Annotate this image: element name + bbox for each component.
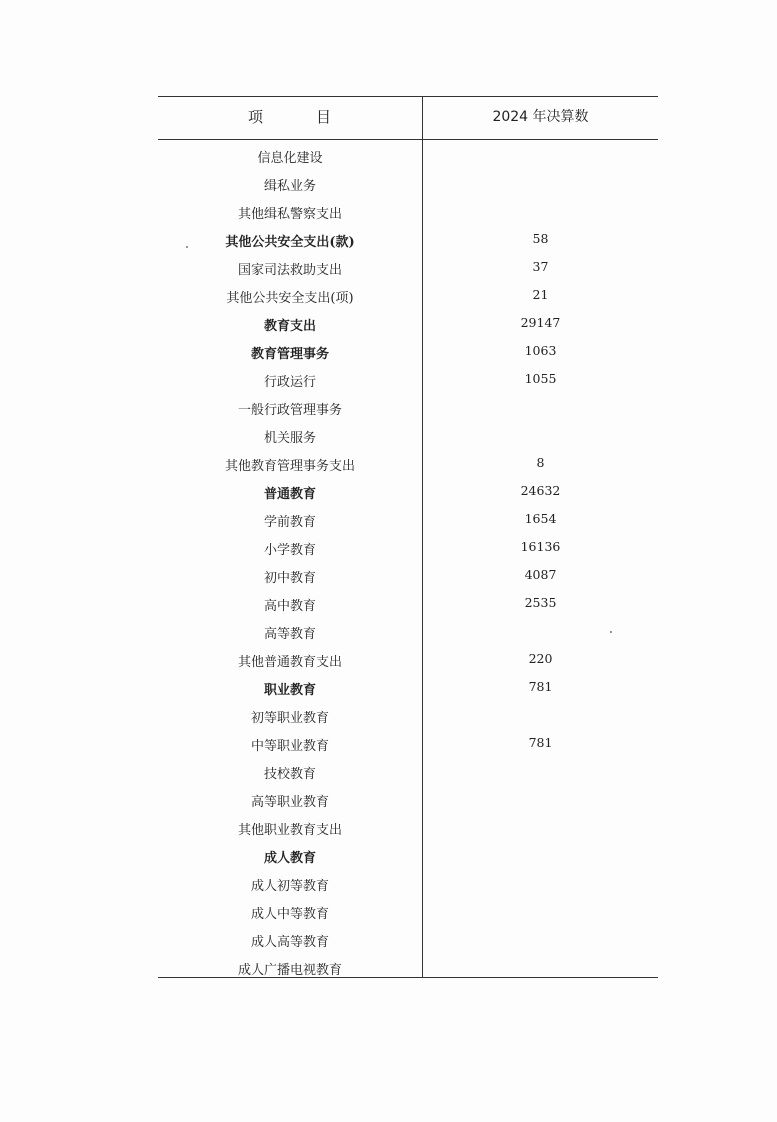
row-label: 国家司法救助支出: [237, 263, 342, 278]
header-item-char2: 目: [316, 108, 333, 126]
row-value: [423, 197, 658, 225]
row-value: 781: [528, 679, 553, 694]
row-label: 教育管理事务: [250, 347, 329, 362]
row-label: 信息化建设: [257, 151, 323, 166]
row-value: 1063: [524, 343, 557, 358]
row-value: 1654: [524, 511, 557, 526]
row-label: 教育支出: [263, 319, 316, 334]
row-value: 58: [532, 231, 549, 246]
row-label: 缉私业务: [263, 179, 316, 194]
row-value: 29147: [520, 315, 561, 330]
row-label: 技校教育: [263, 767, 316, 782]
table-row: [158, 957, 658, 985]
row-value: [423, 141, 658, 169]
row-value: 4087: [524, 567, 557, 582]
row-label: 高等职业教育: [250, 795, 329, 810]
row-label: 成人教育: [263, 851, 316, 866]
row-label: 普通教育: [263, 487, 316, 502]
scan-speck: [186, 246, 188, 248]
row-value: [423, 421, 658, 449]
row-label: 高中教育: [263, 599, 316, 614]
row-label: 一般行政管理事务: [237, 403, 342, 418]
row-label: 学前教育: [263, 515, 316, 530]
header-item-column: [158, 96, 422, 139]
row-value: 1055: [524, 371, 557, 386]
header-item-char1: 项: [247, 108, 264, 126]
table-header-rule: [158, 139, 658, 140]
row-value: [423, 169, 658, 197]
scan-speck: [610, 631, 612, 633]
row-value: 21: [532, 287, 549, 302]
row-value: 220: [528, 651, 553, 666]
row-label: 其他缉私警察支出: [237, 207, 342, 222]
row-value: [423, 869, 658, 897]
row-value: 37: [532, 259, 549, 274]
row-value: 24632: [520, 483, 561, 498]
row-value: 2535: [524, 595, 557, 610]
row-value: [423, 925, 658, 953]
row-label: 机关服务: [263, 431, 316, 446]
row-label: 职业教育: [263, 683, 316, 698]
row-label: 其他公共安全支出(项): [226, 291, 354, 306]
row-value: [423, 897, 658, 925]
row-label: 高等教育: [263, 627, 316, 642]
row-label: 初中教育: [263, 571, 316, 586]
table-bottom-rule: [158, 977, 658, 978]
row-value: 8: [536, 455, 545, 470]
row-label: 成人中等教育: [250, 907, 329, 922]
row-value: 16136: [520, 539, 561, 554]
row-label: 其他教育管理事务支出: [224, 459, 355, 474]
table-body: [158, 145, 658, 985]
row-label: 成人广播电视教育: [237, 963, 342, 978]
row-label: 其他普通教育支出: [237, 655, 342, 670]
row-value: [423, 785, 658, 813]
row-value: [423, 757, 658, 785]
row-label: 其他公共安全支出(款): [225, 235, 355, 250]
row-value: [423, 701, 658, 729]
row-value: 781: [528, 735, 553, 750]
row-value: [423, 813, 658, 841]
row-label: 小学教育: [263, 543, 316, 558]
row-value: [423, 841, 658, 869]
row-label: 其他职业教育支出: [237, 823, 342, 838]
row-value: [423, 393, 658, 421]
header-value-column: 2024 年决算数: [492, 109, 589, 125]
row-label: 行政运行: [263, 375, 316, 390]
row-label: 初等职业教育: [250, 711, 329, 726]
row-label: 成人初等教育: [250, 879, 329, 894]
row-label: 中等职业教育: [250, 739, 329, 754]
row-value: [423, 617, 658, 645]
row-label: 成人高等教育: [250, 935, 329, 950]
